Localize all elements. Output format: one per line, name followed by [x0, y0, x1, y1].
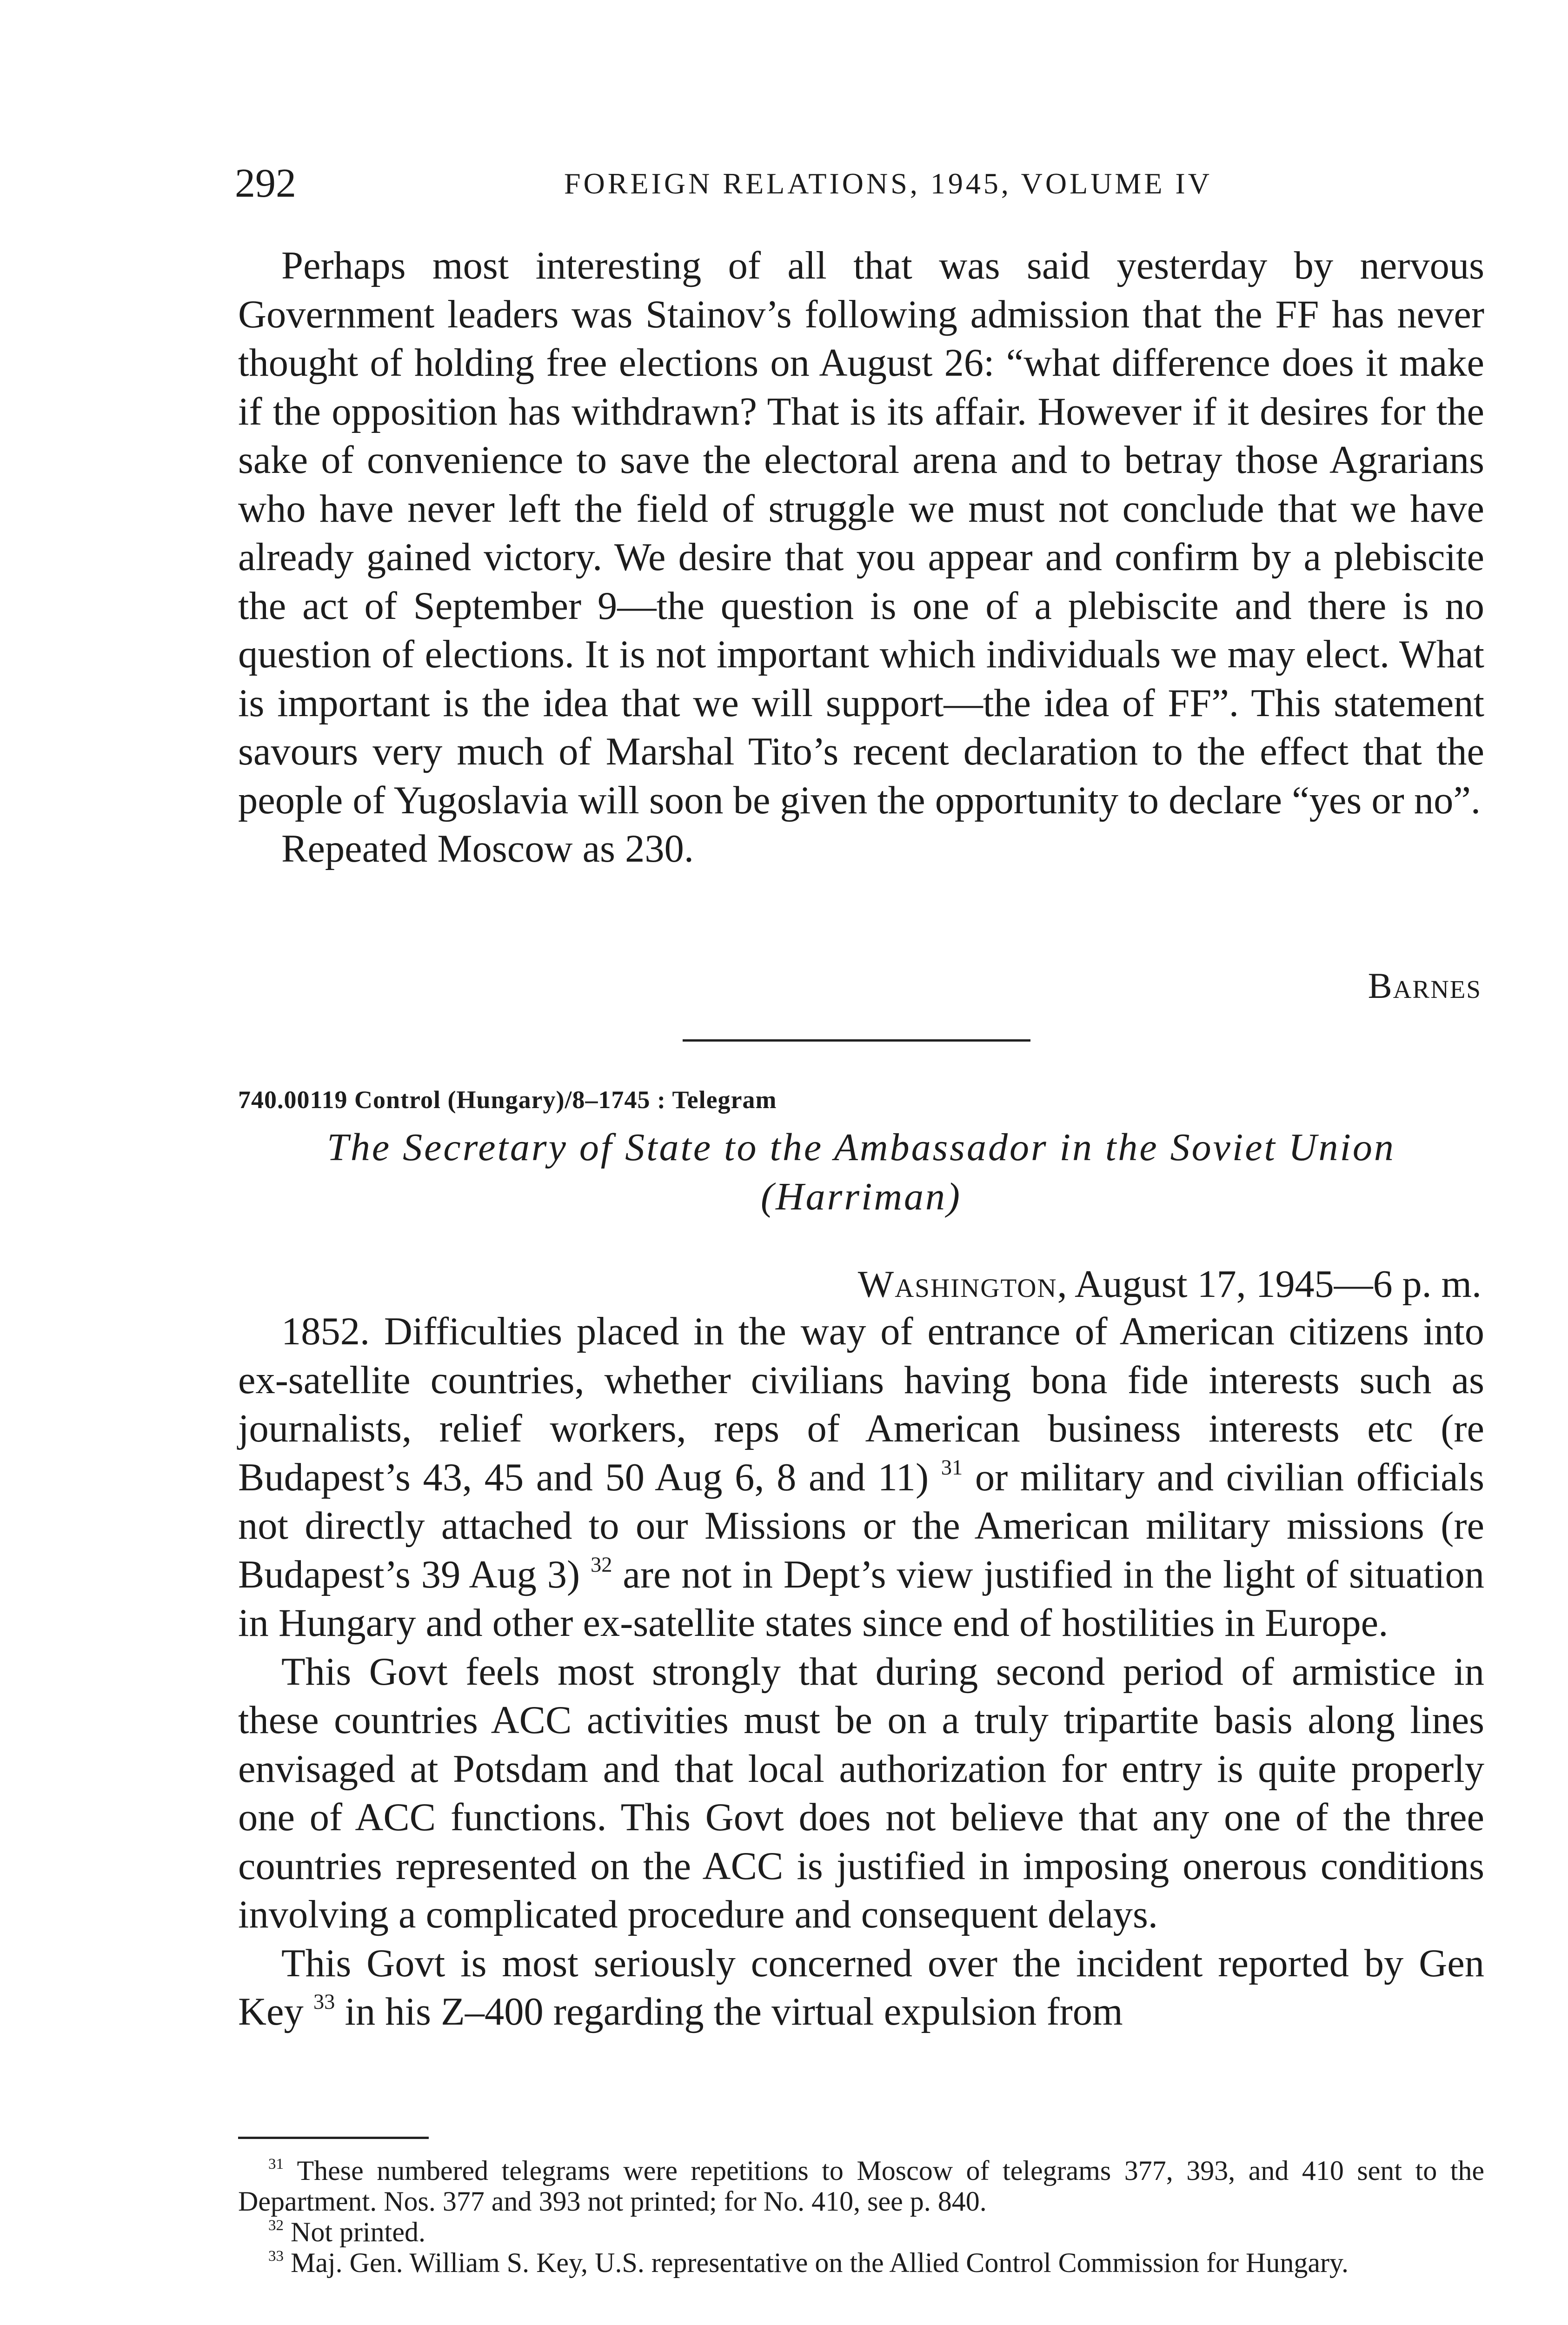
body-paragraph: Repeated Moscow as 230.: [281, 827, 694, 870]
body-paragraph: This Govt feels most strongly that during second period of armistice in these countries ACC activities must be on a truly tripartite basis along lines envisaged at Potsdam and that local authorization for entry is quite properly one of ACC functions. This Govt does not believe that any one of the three countries represented on the ACC is justified in imposing onerous conditions involving a complicated procedure and consequent delays.: [238, 1650, 1484, 1936]
footnote-marker: 31: [941, 1455, 963, 1480]
document-title-line: The Secretary of State to the Ambassador in the Soviet Union: [327, 1126, 1395, 1169]
document-title-line: (Harriman): [761, 1175, 962, 1218]
footnote: [238, 2247, 1484, 2278]
footnote-rule: [238, 2137, 429, 2139]
dateline-date: , August 17, 1945—6 p. m.: [1057, 1262, 1482, 1306]
footnote-marker: 33: [313, 1990, 335, 2014]
text-run: or military and civilian officials not directly attached to our Missions or the American military missions (re Budapest’s 39 Aug 3): [238, 1455, 1485, 1596]
footnote-text: Not printed.: [291, 2217, 425, 2247]
footnote: [238, 2155, 1484, 2217]
text-run: in his Z–400 regarding the virtual expulsion from: [335, 1990, 1123, 2033]
document-title: [238, 1123, 1484, 1222]
dateline-place: Washington: [857, 1263, 1057, 1305]
file-reference: 740.00119 Control (Hungary)/8–1745 : Telegram: [238, 1086, 777, 1114]
footnote-number: 31: [268, 2155, 284, 2172]
footnote: [238, 2217, 1484, 2247]
continued-dispatch-text: [238, 242, 1484, 874]
dateline: [858, 1260, 1482, 1309]
text-run: are not in Dept’s view justified in the light of situation in Hungary and other ex-satellite states since end of hostilities in Europe.: [238, 1553, 1485, 1645]
body-paragraph: [238, 1940, 1484, 2037]
body-paragraph: Perhaps most interesting of all that was said yesterday by nervous Government leaders was Stainov’s following admission that the FF has never thought of holding free elections on August 26: “what difference does it make if the opposition has withdrawn? That is its affair. However if it desires for the sake of convenience to save the electoral arena and to betray those Agrarians who have never left the field of struggle we must not conclude that we have already gained victory. We desire that you appear and confirm by a plebiscite the act of September 9—the question is one of a plebiscite and there is no question of elections. It is not important which individuals we may elect. What is important is the idea that we will support—the idea of FF”. This statement savours very much of Marshal Tito’s recent declaration to the effect that the people of Yugoslavia will soon be given the opportunity to declare “yes or no”.: [238, 244, 1484, 822]
signature: Barnes: [1368, 965, 1482, 1006]
page-header: [235, 158, 1486, 209]
telegram-text: [238, 1308, 1484, 2037]
running-head: FOREIGN RELATIONS, 1945, VOLUME IV: [564, 167, 1212, 200]
page-number: 292: [235, 161, 296, 206]
footnote-text: These numbered telegrams were repetitions to Moscow of telegrams 377, 393, and 410 sent to the Department. Nos. 377 and 393 not printed; for No. 410, see p. 840.: [238, 2155, 1485, 2217]
footnote-number: 32: [268, 2217, 284, 2234]
footnote-marker: 32: [591, 1553, 612, 1577]
footnote-text: Maj. Gen. William S. Key, U.S. representative on the Allied Control Commission for Hungary.: [291, 2247, 1349, 2278]
footnotes: [238, 2155, 1484, 2278]
body-paragraph: [238, 1308, 1484, 1648]
section-divider: [683, 1039, 1030, 1042]
text-run: This Govt is most seriously concerned over the incident reported by Gen Key: [238, 1941, 1484, 2033]
footnote-number: 33: [268, 2247, 284, 2265]
text-run: 1852. Difficulties placed in the way of entrance of American citizens into ex-satellite countries, whether civilians having bona fide interests such as journalists, relief workers, reps of American business interests etc (re Budapest’s 43, 45 and 50 Aug 6, 8 and 11): [238, 1310, 1484, 1499]
